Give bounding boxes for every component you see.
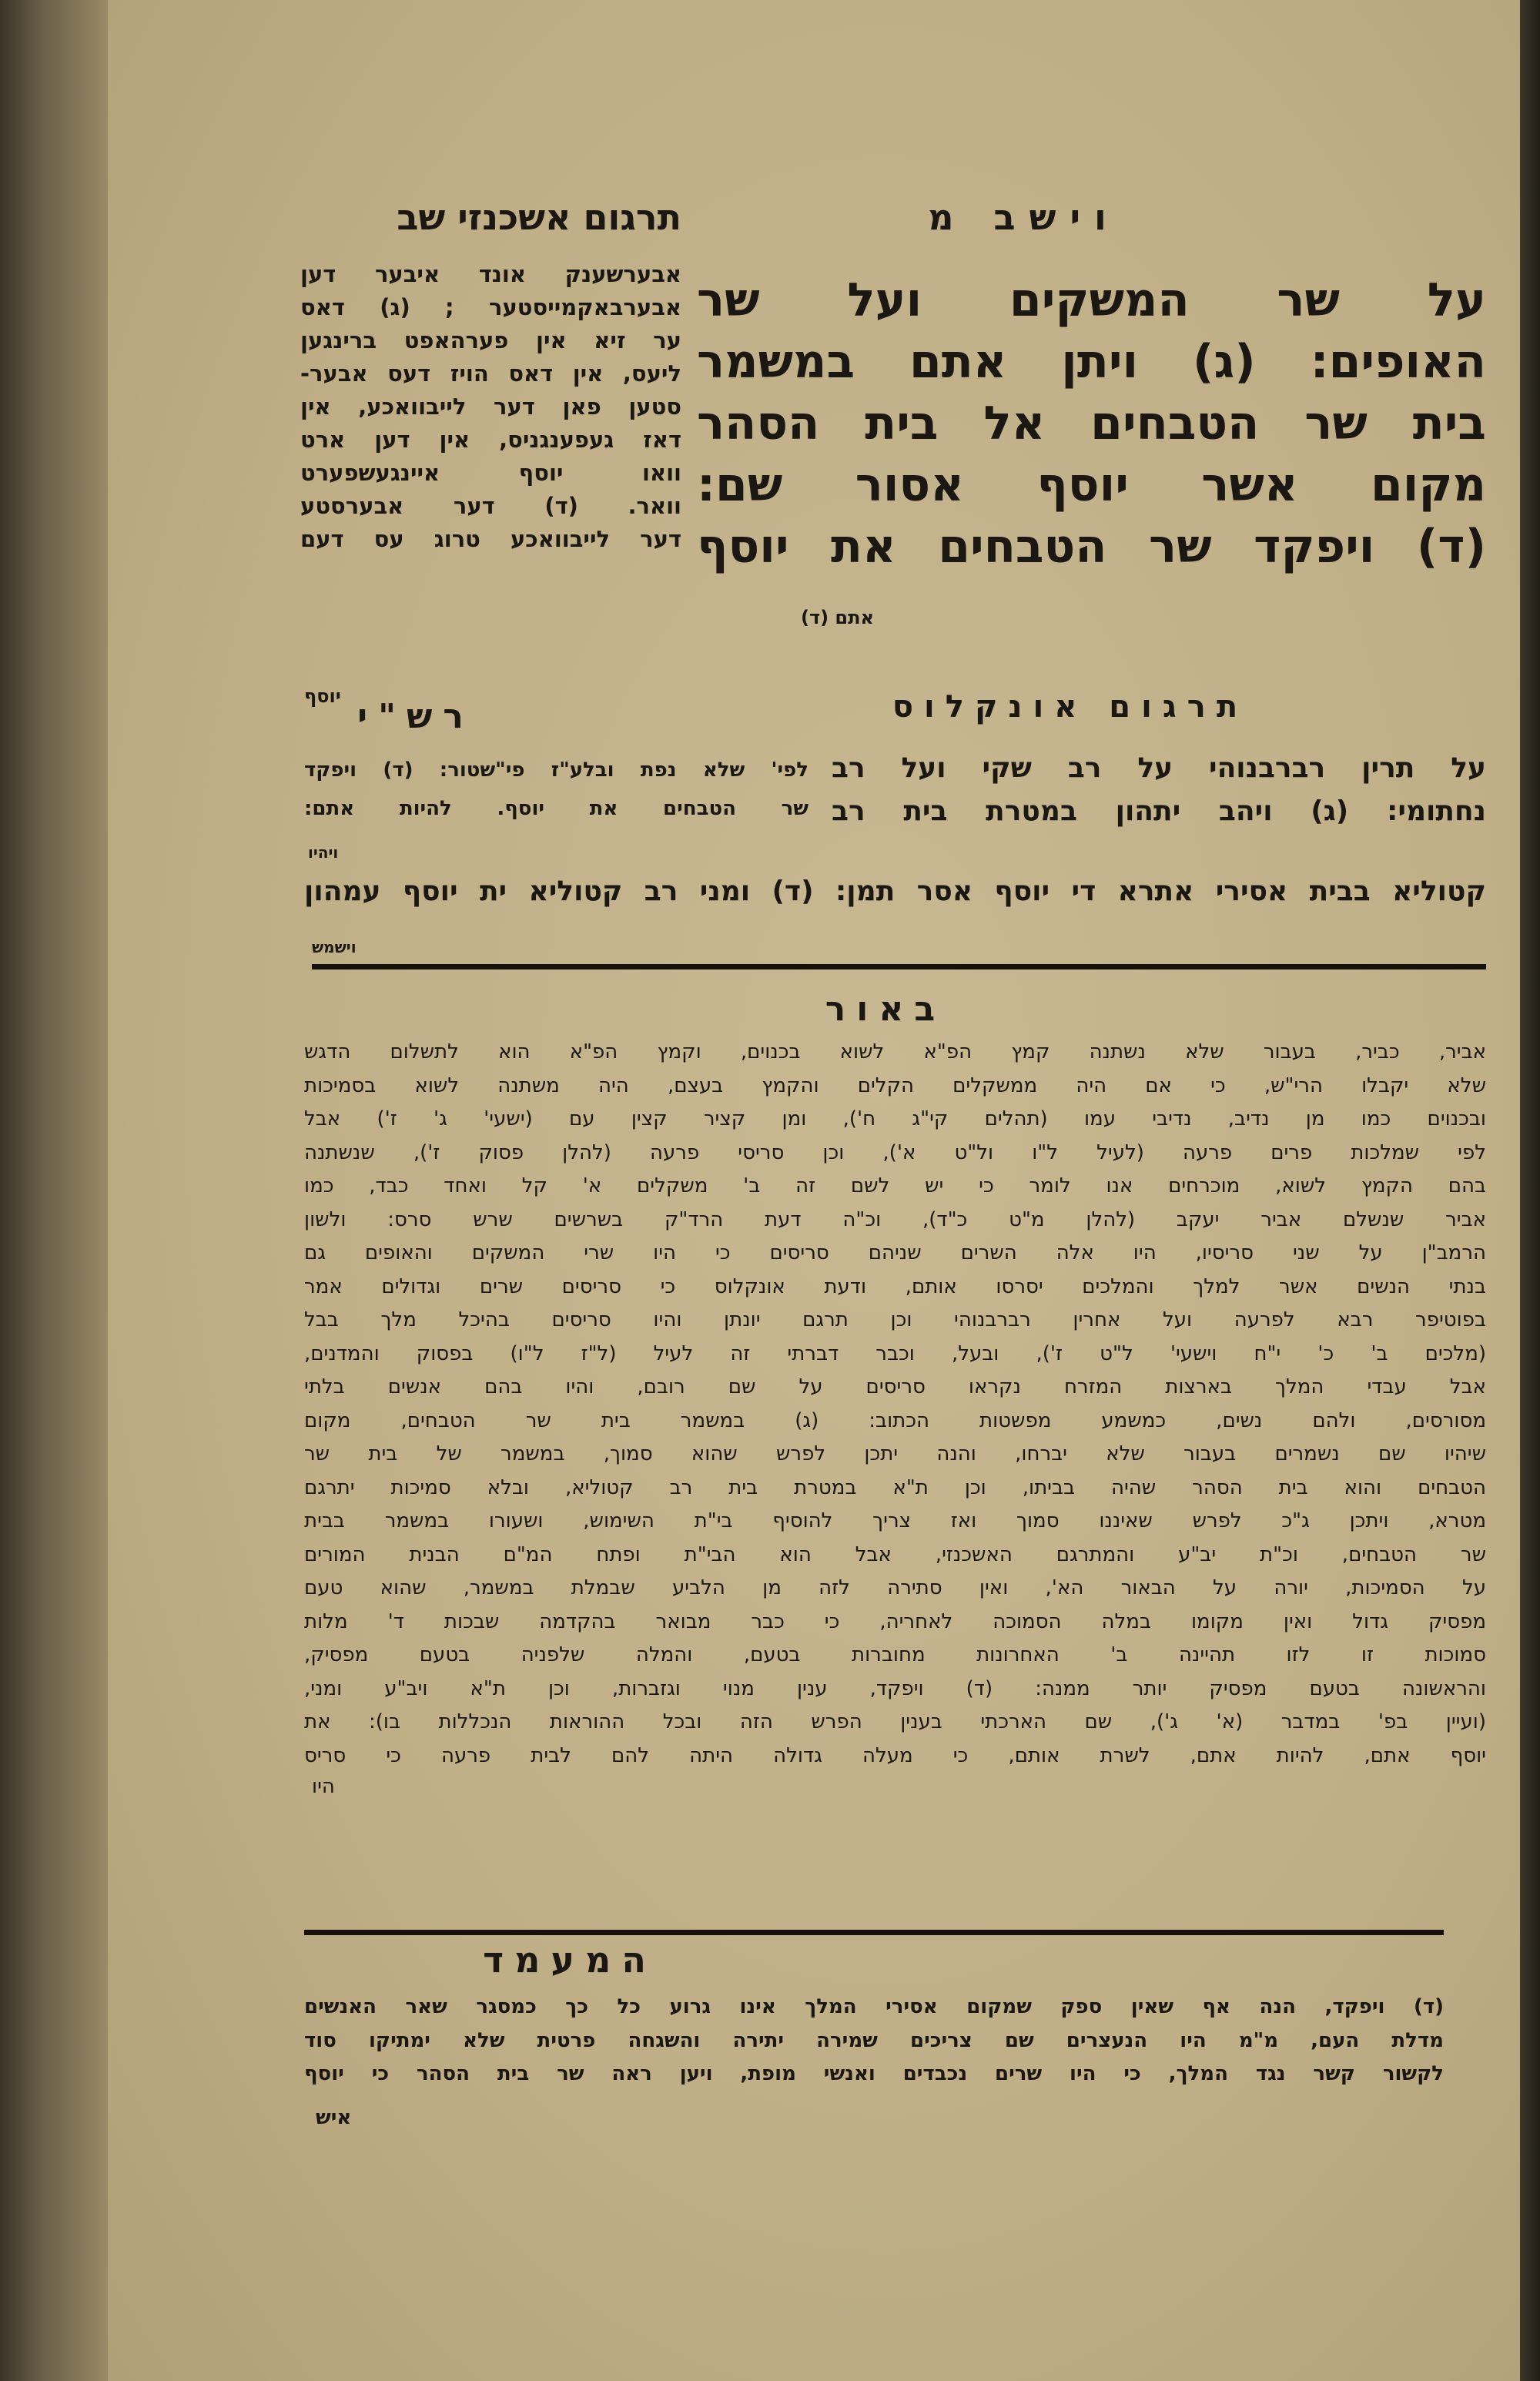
biur-line: הטבחים והוא בית הסהר שהיה בביתו, וכן ת"א במטרת בית רב קטוליא, ובלא סמיכות יתרגם xyxy=(304,1475,1486,1499)
yiddish-line: דער לייבוואכע טרוג עס דעם xyxy=(300,526,681,552)
biur-line: והראשונה בטעם מפסיק יותר ממנה: (ד) ויפקד, ענין מנוי וגזברות, וכן ת"א ויב"ע ומני, xyxy=(304,1676,1486,1700)
biur-last-word: היו xyxy=(312,1775,335,1798)
biur-line: לפי שמלכות פרים פרעה (לעיל ל"ו ול"ט א'), וכן סריסי פרעה (להלן פסוק ז'), שנשתנה xyxy=(304,1140,1486,1164)
hamaamad-line: לקשור קשר נגד המלך, כי היו שרים נכבדים ואנשי מופת, ויען ראה שר בית הסהר כי יוסף xyxy=(304,2062,1444,2085)
yiddish-line: וואר. (ד) דער אבערסטע xyxy=(300,493,681,519)
onkelos-line: על תרין רברבנוהי על רב שקי ועל רב xyxy=(832,752,1486,784)
biur-line: שר הטבחים, וכ"ת יב"ע והמתרגם האשכנזי, אבל הוא הבי"ת ופתח המ"ם הבנית המורים xyxy=(304,1542,1486,1566)
onkelos-line: קטוליא בבית אסירי אתרא די יוסף אסר תמן: (ד) ומני רב קטוליא ית יוסף עמהון xyxy=(304,876,1486,907)
book-binding-edge xyxy=(0,0,108,2381)
hamaamad-catchword: איש xyxy=(316,2106,352,2129)
torah-line: האופים: (ג) ויתן אתם במשמר xyxy=(697,335,1486,389)
yiddish-line: אבערבאקמייסטער ; (ג) דאס xyxy=(300,294,681,320)
yiddish-catchword: יוסף xyxy=(304,685,341,707)
biur-line: בהם הקמץ לשוא, מוכרחים אנו לומר כי יש לשם זה ב' משקלים א' קל ואחד כבד, כמו xyxy=(304,1174,1486,1197)
biur-line: יוסף אתם, להיות אתם, לשרת אותם, כי מעלה גדולה היתה להם לבית פרעה כי סריס xyxy=(304,1743,1486,1767)
section-divider xyxy=(312,964,1486,969)
torah-catchword: אתם (ד) xyxy=(801,607,874,628)
hamaamad-line: (ד) ויפקד, הנה אף שאין ספק שמקום אסירי המלך אינו גרוע כל כך כמסגר שאר האנשים xyxy=(304,1995,1444,2018)
yiddish-line: אבערשענק אונד איבער דען xyxy=(300,261,681,287)
biur-line: סמוכות זו לזו תהיינה ב' האחרונות מחוברות בטעם, והמלה שלפניה בטעם מפסיק, xyxy=(304,1643,1486,1666)
onkelos-text-full xyxy=(304,870,1486,913)
rashi-line: לפי' שלא נפת ובלע"ז פי"שטור: (ד) ויפקד xyxy=(304,759,808,782)
yiddish-line: וואו יוסף איינגעשפערט xyxy=(300,460,681,486)
yiddish-line: ער זיא אין פערהאפט ברינגען xyxy=(300,327,681,353)
yiddish-line: ליעס, אין דאס הויז דעס אבער- xyxy=(300,360,681,387)
rashi-title: רש"י xyxy=(357,697,474,736)
biur-line: שיהיו שם נשמרים בעבור שלא יברחו, והנה יתכן לפרש שהוא סמוך, במשמר של בית שר xyxy=(304,1442,1486,1465)
biur-title: באור xyxy=(825,990,946,1029)
biur-line: מפסיק גדול ואין מקומו במלה הסמוכה לאחריה, כי כבר מבואר בהקדמה שבכות ד' מלות xyxy=(304,1609,1486,1633)
torah-line: על שר המשקים ועל שר xyxy=(697,273,1486,327)
rashi-bottom-catchword: וישמש xyxy=(312,938,357,956)
hamaamad-text xyxy=(304,1991,1444,2091)
biur-line: אביר שנשלם אביר יעקב (להלן מ"ט כ"ד), וכ"ה דעת הרד"ק בשרשים שרש סרס: ולשון xyxy=(304,1207,1486,1231)
onkelos-text xyxy=(832,747,1486,833)
yiddish-translation xyxy=(300,258,681,556)
biur-line: הרמב"ן על שני סריסיו, היו אלה השרים שניהם סריסים כי היו שרי המשקים והאופים גם xyxy=(304,1241,1486,1264)
yiddish-line: דאז געפענגניס, אין דען ארט xyxy=(300,427,681,453)
rashi-catchword: ויהיו xyxy=(308,843,339,862)
biur-line: (ועיין בפ' במדבר (א' ג'), שם הארכתי בענין הפרש הזה ובכל ההוראות הנכללות בו): את xyxy=(304,1710,1486,1733)
biur-line: מטרא, ויתכן ג"כ לפרש שאיננו סמוך ואז צריך להוסיף בי"ת השימוש, ושעורו במשמר בבית xyxy=(304,1509,1486,1532)
translation-header: תרגום אשכנזי שב xyxy=(397,196,681,238)
biur-text xyxy=(304,1036,1486,1773)
biur-line: אבל עבדי המלך בארצות המזרח נקראו סריסים על שם רובם, והיו בהם אנשים בלתי xyxy=(304,1375,1486,1398)
biur-line: אביר, כביר, בעבור שלא נשתנה קמץ הפ"א לשוא בכנוים, וקמץ הפ"א הוא לתשלום הדגש xyxy=(304,1040,1486,1063)
torah-line: (ד) ויפקד שר הטבחים את יוסף xyxy=(697,520,1486,574)
hamaamad-line: מדלת העם, מ"מ היו הנעצרים שם צריכים שמירה יתירה והשגחה פרטית שלא ימתיקו סוד xyxy=(304,2028,1444,2052)
torah-text xyxy=(697,270,1486,578)
biur-line: בנתי הנשים אשר למלך והמלכים יסרסו אותם, ודעת אונקלוס כי סריסים שרים וגדולים אמר xyxy=(304,1274,1486,1298)
parsha-header: וישב מ xyxy=(928,196,1120,238)
rashi-text xyxy=(304,751,808,828)
rashi-line: שר הטבחים את יוסף. להיות אתם: xyxy=(304,797,808,820)
biur-line: שלא יקבלו הרי"ש, כי אם היה ממשקלים הקלים והקמץ בעצם, היה משתנה לשוא בסמיכות xyxy=(304,1073,1486,1097)
onkelos-line: נחתומי: (ג) ויהב יתהון במטרת בית רב xyxy=(832,795,1486,827)
onkelos-title: תרגום אונקלוס xyxy=(892,689,1249,725)
biur-line: מסורסים, ולהם נשים, כמשמע מפשטות הכתוב: (ג) במשמר בית שר הטבחים, מקום xyxy=(304,1408,1486,1432)
torah-line: בית שר הטבחים אל בית הסהר xyxy=(697,397,1486,450)
torah-line: מקום אשר יוסף אסור שם: xyxy=(697,458,1486,512)
biur-line: (מלכים ב' כ' י"ח וישעי' ל"ט ז'), ובעל, וכבר דברתי זה לעיל (ל"ז ל"ו) בפסוק והמדנים, xyxy=(304,1341,1486,1365)
biur-line: על הסמיכות, יורה על הבאור הא', ואין סתירה לזה מן הלביע שבמלת במשמר, שהוא טעם xyxy=(304,1576,1486,1599)
yiddish-line: סטען פאן דער לייבוואכע, אין xyxy=(300,393,681,420)
next-page-edge xyxy=(1520,0,1540,2381)
hamaamad-title: המעמד xyxy=(483,1939,657,1981)
biur-line: בפוטיפר רבא לפרעה ועל אחרין רברבנוהי וכן תרגם יונתן והיו סריסים בהיכל מלך בבל xyxy=(304,1308,1486,1331)
section-divider xyxy=(304,1930,1444,1935)
biur-line: ובכנוים כמו מן נדיב, נדיבי עמו (תהלים קי"ג ח'), ומן קציר קצין עם (ישעי' ג' ז') אבל xyxy=(304,1107,1486,1130)
